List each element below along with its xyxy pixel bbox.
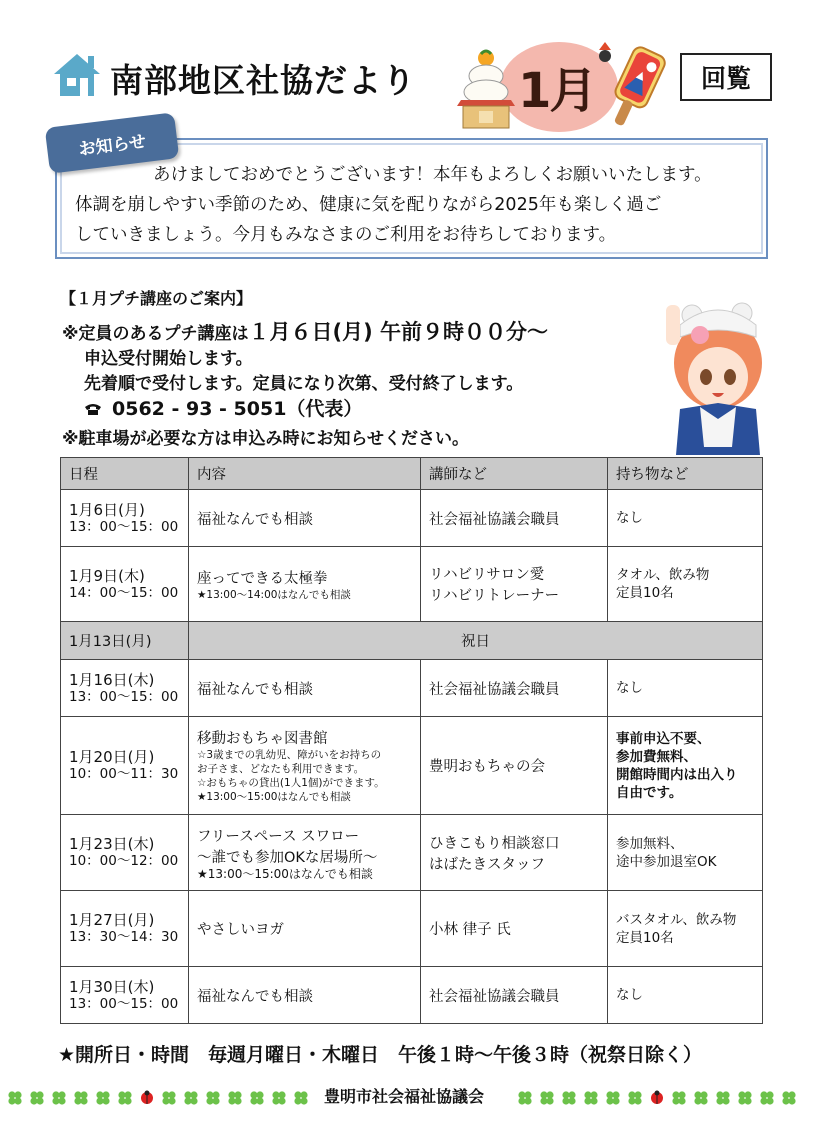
- clover-icon: [28, 1089, 46, 1107]
- row-date-cell: [61, 490, 189, 547]
- mascot-illustration: [650, 285, 770, 455]
- clover-icon: [604, 1089, 622, 1107]
- row-date-cell: [61, 717, 189, 815]
- clover-icon: [758, 1089, 776, 1107]
- table-row: [61, 660, 763, 717]
- row-time: 14：00～15：00: [69, 584, 179, 601]
- row-content: 座ってできる太極拳: [197, 570, 328, 587]
- row-items: バスタオル、飲み物: [616, 911, 737, 928]
- row-items: なし: [608, 967, 763, 1024]
- row-items-cell: [608, 717, 763, 815]
- row-content-cell: [189, 815, 421, 891]
- row-lecturer: リハビリトレーナー: [429, 588, 560, 604]
- header: [0, 0, 816, 130]
- lecture-line-3: 先着順で受付します。定員になり次第、受付終了します。: [84, 374, 524, 394]
- row-date: 1月27日(月): [69, 911, 155, 929]
- row-date-cell: [61, 660, 189, 717]
- row-lecturer: 社会福祉協議会職員: [421, 660, 608, 717]
- row-items: なし: [608, 660, 763, 717]
- header-date: 日程: [61, 458, 189, 490]
- row-date: 1月23日(木): [69, 835, 155, 853]
- clover-icon: [182, 1089, 200, 1107]
- clover-icon: [736, 1089, 754, 1107]
- row-note: ☆3歳までの乳幼児、障がいをお持ちの: [197, 749, 382, 761]
- holiday-label: 祝日: [189, 622, 763, 660]
- month-label: 1月: [518, 63, 596, 119]
- row-content-cell: [189, 547, 421, 622]
- clover-icon: [780, 1089, 798, 1107]
- clover-decoration-left: [6, 1086, 310, 1110]
- clover-decoration-right: [516, 1086, 798, 1110]
- table-row: [61, 547, 763, 622]
- phone-line: [84, 394, 362, 421]
- header-items: 持ち物など: [608, 458, 763, 490]
- row-lecturer-cell: [421, 815, 608, 891]
- parking-note: ※駐車場が必要な方は申込み時にお知らせください。: [62, 429, 470, 449]
- row-content-cell: [189, 717, 421, 815]
- table-row: [61, 717, 763, 815]
- row-time: 13：00～15：00: [69, 995, 179, 1012]
- row-content: 福祉なんでも相談: [189, 660, 421, 717]
- row-content: 移動おもちゃ図書館: [197, 731, 328, 747]
- phone-icon: [84, 402, 102, 416]
- table-row: [61, 490, 763, 547]
- clover-icon: [116, 1089, 134, 1107]
- row-note: ★13:00～14:00はなんでも相談: [197, 588, 351, 601]
- table-row: [61, 891, 763, 967]
- row-items-cell: [608, 891, 763, 967]
- page-title: 南部地区社協だより: [110, 61, 416, 100]
- row-date: 1月6日(月): [69, 500, 145, 519]
- house-icon: [52, 52, 102, 98]
- kairan-box: 回覧: [680, 53, 772, 101]
- table-header-row: [61, 458, 763, 490]
- lecture-line-1: [62, 316, 548, 346]
- lecture-start-date: １月６日(月) 午前９時００分～: [248, 320, 549, 344]
- ladybug-icon: [648, 1089, 666, 1107]
- row-date: 1月9日(木): [69, 566, 145, 585]
- schedule-table: [60, 457, 763, 1024]
- row-date-cell: [61, 547, 189, 622]
- row-lecturer-cell: [421, 547, 608, 622]
- clover-icon: [270, 1089, 288, 1107]
- notice-line-3: していきましょう。今月もみなさまのご利用をお待ちしております。: [75, 225, 617, 245]
- row-items: 定員10名: [616, 929, 674, 946]
- row-note: お子さま、どなたも利用できます。: [197, 763, 365, 775]
- row-content: フリースペース スワロー: [197, 828, 360, 845]
- row-note: ★13:00～15:00はなんでも相談: [197, 791, 351, 803]
- row-content: やさしいヨガ: [189, 891, 421, 967]
- clover-icon: [714, 1089, 732, 1107]
- row-date: 1月16日(木): [69, 670, 155, 689]
- row-content: 福祉なんでも相談: [189, 967, 421, 1024]
- header-lecturer: 講師など: [421, 458, 608, 490]
- clover-icon: [516, 1089, 534, 1107]
- notice-tag: お知らせ: [45, 112, 180, 174]
- clover-icon: [292, 1089, 310, 1107]
- row-date-cell: [61, 967, 189, 1024]
- row-note: ☆おもちゃの貸出(1人1個)ができます。: [197, 777, 385, 789]
- row-note: ★13:00～15:00はなんでも相談: [197, 866, 373, 881]
- row-time: 13：30～14：30: [69, 929, 179, 945]
- clover-icon: [50, 1089, 68, 1107]
- row-date-cell: [61, 815, 189, 891]
- notice-line-2: 体調を崩しやすい季節のため、健康に気を配りながら2025年も楽しく過ご: [75, 195, 662, 215]
- row-items: 自由です。: [616, 784, 683, 801]
- row-lecturer: ひきこもり相談窓口: [429, 835, 560, 852]
- lecture-line-2: 申込受付開始します。: [84, 349, 253, 369]
- section-title: 【１月プチ講座のご案内】: [60, 289, 253, 308]
- row-date-cell: [61, 891, 189, 967]
- row-items: 参加無料、: [616, 835, 684, 852]
- kagami-mochi-icon: [455, 48, 517, 130]
- table-row-holiday: [61, 622, 763, 660]
- notice-text: [75, 160, 765, 250]
- row-lecturer: 豊明おもちゃの会: [421, 717, 608, 815]
- row-items: 定員10名: [616, 585, 674, 601]
- row-items: 途中参加退室OK: [616, 853, 717, 870]
- row-date: 1月13日(月): [61, 622, 189, 660]
- row-date: 1月30日(木): [69, 977, 155, 996]
- phone-number: 0562 - 93 - 5051（代表）: [112, 398, 363, 420]
- clover-icon: [226, 1089, 244, 1107]
- row-lecturer: 社会福祉協議会職員: [421, 967, 608, 1024]
- clover-icon: [72, 1089, 90, 1107]
- row-items: 開館時間内は出入り: [616, 766, 738, 783]
- row-lecturer: 社会福祉協議会職員: [421, 490, 608, 547]
- table-row: [61, 815, 763, 891]
- row-content: 福祉なんでも相談: [189, 490, 421, 547]
- row-items-cell: [608, 815, 763, 891]
- clover-icon: [94, 1089, 112, 1107]
- row-time: 13：00～15：00: [69, 688, 179, 705]
- row-items: なし: [608, 490, 763, 547]
- row-lecturer: 小林 律子 氏: [421, 891, 608, 967]
- organization-name: 豊明市社会福祉協議会: [324, 1087, 485, 1106]
- clover-icon: [204, 1089, 222, 1107]
- clover-icon: [670, 1089, 688, 1107]
- row-time: 10：00～11：30: [69, 766, 179, 782]
- clover-icon: [6, 1089, 24, 1107]
- row-items: 参加費無料、: [616, 748, 697, 765]
- row-items-cell: [608, 547, 763, 622]
- ladybug-icon: [138, 1089, 156, 1107]
- clover-icon: [626, 1089, 644, 1107]
- row-lecturer: はばたきスタッフ: [429, 856, 545, 873]
- clover-icon: [248, 1089, 266, 1107]
- row-items: 事前申込不要、: [616, 730, 711, 747]
- table-row: [61, 967, 763, 1024]
- header-content: 内容: [189, 458, 421, 490]
- row-date: 1月20日(月): [69, 748, 155, 766]
- clover-icon: [538, 1089, 556, 1107]
- lecture-line-1-prefix: ※定員のあるプチ講座は: [62, 324, 249, 344]
- opening-hours: ★開所日・時間 毎週月曜日・木曜日 午後１時～午後３時（祝祭日除く）: [58, 1044, 703, 1066]
- row-time: 13：00～15：00: [69, 518, 179, 535]
- hagoita-icon: [595, 40, 675, 132]
- row-content-subtitle: ～誰でも参加OKな居場所～: [197, 849, 378, 866]
- row-time: 10：00～12：00: [69, 853, 179, 869]
- row-items: タオル、飲み物: [616, 567, 710, 583]
- notice-line-1: あけましておめでとうございます！本年もよろしくお願いいたします。: [153, 165, 712, 185]
- clover-icon: [692, 1089, 710, 1107]
- clover-icon: [582, 1089, 600, 1107]
- clover-icon: [560, 1089, 578, 1107]
- clover-icon: [160, 1089, 178, 1107]
- row-lecturer: リハビリサロン愛: [429, 567, 545, 583]
